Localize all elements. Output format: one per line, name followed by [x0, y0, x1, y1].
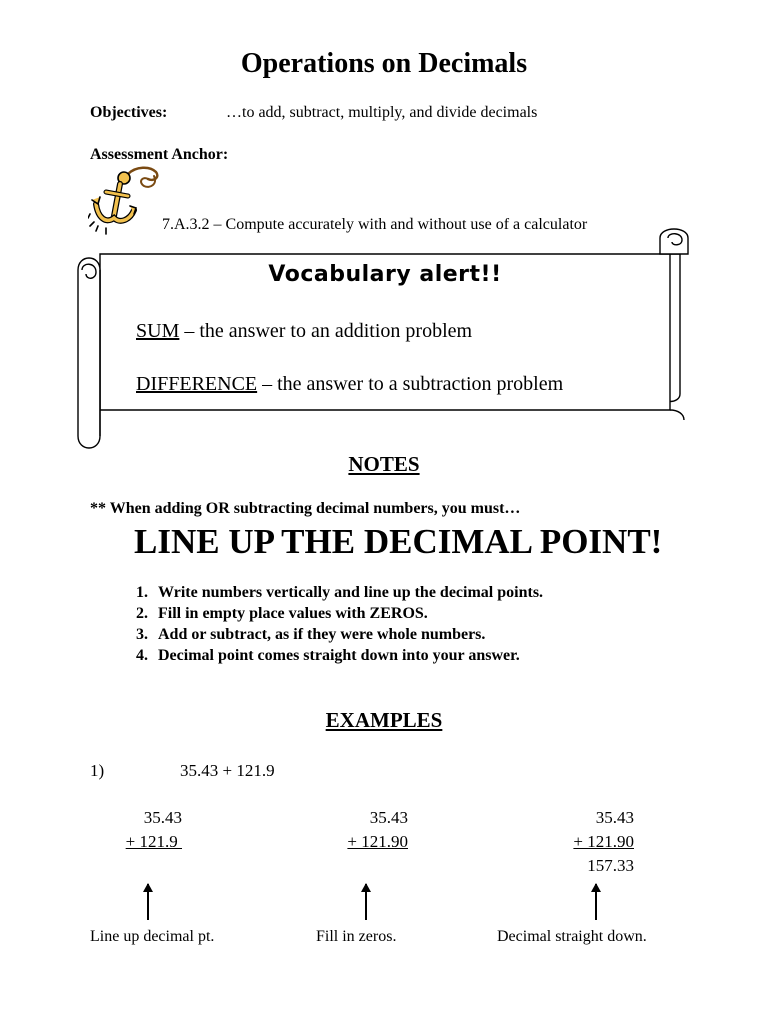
objectives-label: Objectives: — [90, 104, 168, 121]
addend-top: 35.43 — [369, 808, 408, 827]
notes-rule: LINE UP THE DECIMAL POINT! — [134, 522, 663, 561]
examples-heading: EXAMPLES — [325, 708, 443, 732]
assessment-anchor-code: 7.A.3.2 – Compute accurately with and without use of a calculator — [162, 216, 588, 233]
notes-heading: NOTES — [348, 452, 420, 476]
up-arrow-icon — [590, 882, 602, 922]
caption-fill-zeros: Fill in zeros. — [316, 928, 397, 945]
page-title: Operations on Decimals — [240, 48, 528, 79]
list-item: 3. Add or subtract, as if they were whole numbers. — [136, 626, 486, 643]
up-arrow-icon — [142, 882, 154, 922]
list-item: 1. Write numbers vertically and line up the decimal points. — [136, 584, 544, 601]
up-arrow-icon — [360, 882, 372, 922]
vocab-definition: – the answer to an addition problem — [179, 320, 473, 342]
list-item: 4. Decimal point comes straight down into your answer. — [136, 647, 520, 664]
example-column-2 — [326, 808, 408, 856]
vocab-item-difference — [136, 373, 563, 396]
addend-bottom: + 121.9 — [125, 832, 182, 851]
assessment-anchor-label: Assessment Anchor: — [90, 146, 229, 163]
list-item: 2. Fill in empty place values with ZEROS. — [136, 605, 428, 622]
caption-straight-down: Decimal straight down. — [497, 928, 647, 945]
example-column-3 — [552, 808, 634, 880]
notes-intro: ** When adding OR subtracting decimal numbers, you must… — [90, 500, 521, 517]
vocab-definition: – the answer to a subtraction problem — [257, 373, 564, 395]
objectives-text: …to add, subtract, multiply, and divide decimals — [226, 104, 538, 121]
addend-bottom: + 121.90 — [573, 832, 634, 851]
example-problem: 35.43 + 121.9 — [180, 761, 275, 780]
vocab-term: SUM — [136, 320, 180, 342]
addend-top: 35.43 — [143, 808, 182, 827]
addend-bottom: + 121.90 — [347, 832, 408, 851]
addend-top: 35.43 — [595, 808, 634, 827]
vocab-item-sum — [136, 320, 472, 343]
caption-line-up: Line up decimal pt. — [90, 928, 215, 945]
example-column-1 — [100, 808, 182, 856]
vocab-term: DIFFERENCE — [136, 373, 258, 395]
example-number: 1) — [90, 761, 105, 780]
vocabulary-title: Vocabulary alert!! — [268, 262, 502, 287]
sum-result: 157.33 — [587, 856, 634, 875]
steps-list — [136, 584, 543, 668]
